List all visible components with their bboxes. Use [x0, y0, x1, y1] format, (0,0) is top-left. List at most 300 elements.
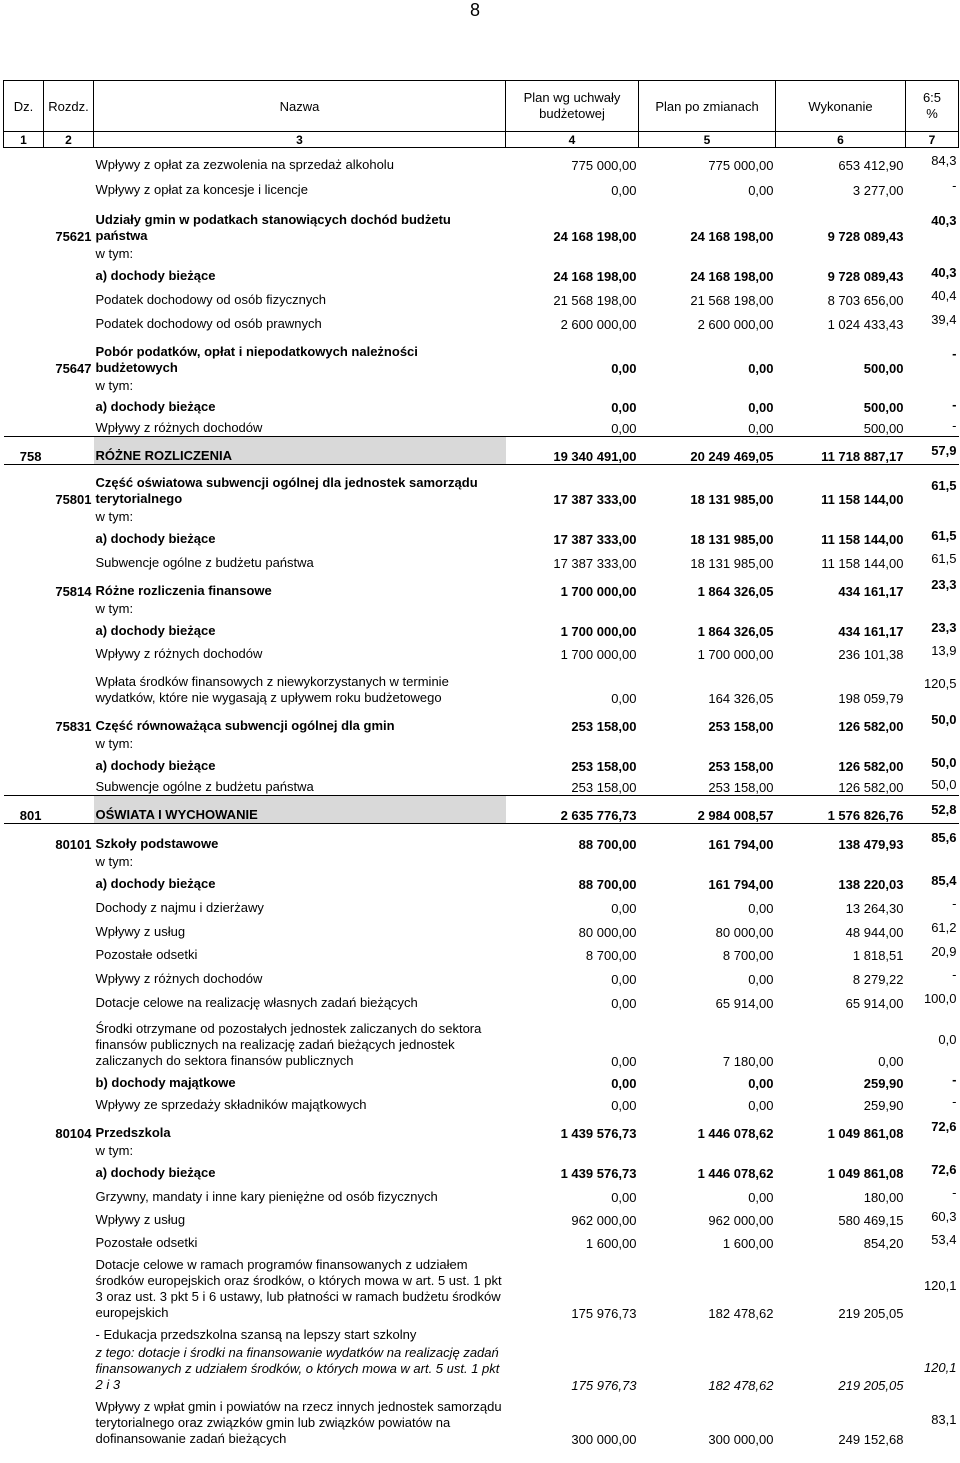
cell-rozdz: 75831: [55, 718, 92, 734]
cell-rozdz: [44, 262, 94, 284]
cell-rozdz: [44, 1159, 94, 1181]
cell-dz: [4, 1393, 44, 1447]
cell-name: Wpływy z usług: [95, 1211, 186, 1227]
cell-percent: 100,0: [923, 991, 957, 1006]
cell-percent: 72,6: [931, 1119, 957, 1134]
cell-plan: 17 387 333,00: [553, 555, 637, 571]
cell-rozdz: [44, 892, 94, 916]
cell-plan-after-changes: 0,00: [748, 399, 774, 415]
cell-execution: 198 059,79: [838, 690, 904, 706]
cell-dz: [4, 1069, 44, 1091]
cell-plan: 1 700 000,00: [560, 583, 637, 599]
cell-plan-after-changes: 18 131 985,00: [690, 555, 774, 571]
cell-percent: 50,0: [931, 755, 957, 770]
cell-execution: 259,90: [863, 1075, 904, 1091]
table-row: [4, 752, 959, 774]
cell-plan-after-changes: 0,00: [748, 1189, 774, 1205]
cell-percent: 85,6: [931, 830, 957, 846]
table-row: [4, 332, 959, 376]
cell-plan-after-changes: [639, 1141, 776, 1159]
cell-plan: 0,00: [611, 690, 637, 706]
cell-execution: [776, 1141, 906, 1159]
cell-plan: 88 700,00: [578, 836, 637, 852]
cell-plan-after-changes: 0,00: [748, 421, 774, 436]
cell-plan: 1 700 000,00: [560, 646, 637, 662]
cell-execution: 1 049 861,08: [827, 1165, 904, 1181]
table-row: [4, 394, 959, 415]
table-row: [4, 571, 959, 599]
table-body: [4, 148, 959, 1447]
table-row: [4, 415, 959, 437]
cell-dz: [4, 1228, 44, 1251]
cell-plan-after-changes: 253 158,00: [708, 758, 774, 774]
cell-name: Pobór podatków, opłat i niepodatkowych należności budżetowych: [95, 343, 418, 375]
cell-plan: 0,00: [611, 1075, 637, 1091]
cell-rozdz: [44, 1393, 94, 1447]
header-num: 5: [639, 132, 776, 148]
cell-percent: 61,5: [931, 528, 957, 543]
cell-execution: 8 703 656,00: [827, 292, 904, 308]
table-row: [4, 198, 959, 244]
cell-rozdz: [44, 284, 94, 308]
table-row: [4, 1343, 959, 1393]
table-row: [4, 892, 959, 916]
cell-percent: 120,1: [923, 1278, 957, 1293]
table-row: [4, 547, 959, 571]
cell-dz: [4, 507, 44, 525]
cell-rozdz: [44, 852, 94, 870]
cell-percent: 120,5: [923, 676, 957, 691]
cell-plan: [506, 376, 639, 394]
cell-rozdz: [44, 394, 94, 415]
table-row: [4, 262, 959, 284]
cell-dz: [4, 706, 44, 734]
header-nazwa: Nazwa: [94, 81, 506, 132]
cell-dz: [4, 1011, 44, 1069]
cell-execution: 9 728 089,43: [827, 228, 904, 244]
cell-dz: [4, 752, 44, 774]
cell-rozdz: [44, 796, 94, 824]
cell-plan-after-changes: 775 000,00: [708, 157, 774, 173]
cell-percent: 85,4: [931, 873, 957, 888]
cell-dz: [4, 173, 44, 198]
header-num: 2: [44, 132, 94, 148]
table-row: [4, 525, 959, 547]
cell-rozdz: [44, 244, 94, 262]
cell-percent: -: [952, 417, 957, 433]
cell-rozdz: [44, 662, 94, 706]
cell-plan: 21 568 198,00: [553, 292, 637, 308]
cell-name: w tym:: [95, 245, 134, 261]
cell-execution: 0,00: [878, 1053, 904, 1069]
cell-name: Dochody z najmu i dzierżawy: [95, 899, 264, 915]
cell-execution: 11 158 144,00: [821, 555, 904, 571]
cell-plan-after-changes: 20 249 469,05: [639, 437, 776, 465]
cell-rozdz: [44, 547, 94, 571]
table-row: [4, 1181, 959, 1205]
cell-execution: 180,00: [863, 1189, 904, 1205]
header-num: 7: [906, 132, 959, 148]
cell-execution: [776, 599, 906, 617]
cell-rozdz: [44, 1069, 94, 1091]
cell-name: RÓŻNE ROZLICZENIA: [94, 437, 506, 465]
cell-name: a) dochody bieżące: [95, 622, 216, 638]
cell-name: Wpływy z opłat za koncesje i licencje: [95, 181, 308, 197]
cell-name: Wpływy z wpłat gmin i powiatów na rzecz innych jednostek samorządu terytorialnego oraz związków gmin lub związków powiatów na dofinansowanie zadań bieżących: [95, 1398, 502, 1446]
cell-percent: -: [952, 1094, 957, 1109]
cell-name: Wpływy ze sprzedaży składników majątkowych: [95, 1096, 367, 1112]
cell-percent: [906, 507, 959, 525]
cell-plan: 0,00: [611, 900, 637, 916]
cell-plan: 0,00: [611, 182, 637, 198]
cell-percent: [906, 1321, 959, 1343]
cell-execution: 1 049 861,08: [827, 1125, 904, 1141]
cell-execution: 8 279,22: [852, 971, 904, 987]
cell-plan-after-changes: 253 158,00: [708, 718, 774, 734]
cell-rozdz: [44, 963, 94, 987]
cell-plan-after-changes: 161 794,00: [708, 836, 774, 852]
cell-plan-after-changes: 253 158,00: [708, 780, 774, 795]
cell-percent: -: [952, 967, 957, 982]
cell-name: w tym:: [95, 377, 134, 393]
cell-rozdz: [44, 1181, 94, 1205]
cell-percent: 40,3: [931, 213, 957, 228]
cell-rozdz: [44, 308, 94, 332]
cell-execution: 1 818,51: [852, 947, 904, 963]
cell-execution: 249 152,68: [838, 1431, 904, 1447]
cell-rozdz: 75647: [55, 360, 92, 376]
table-row: [4, 1069, 959, 1091]
cell-plan-after-changes: 2 600 000,00: [697, 316, 774, 332]
cell-rozdz: 80101: [55, 836, 92, 852]
cell-execution: 9 728 089,43: [827, 268, 904, 284]
cell-dz: [4, 963, 44, 987]
cell-plan-after-changes: 182 478,62: [708, 1305, 774, 1321]
cell-plan-after-changes: 1 446 078,62: [697, 1165, 774, 1181]
cell-plan: 17 387 333,00: [553, 491, 637, 507]
cell-plan: 962 000,00: [571, 1212, 637, 1228]
cell-percent: 50,0: [931, 712, 957, 727]
cell-execution: [776, 376, 906, 394]
cell-rozdz: [44, 437, 94, 465]
cell-plan-after-changes: 1 864 326,05: [697, 583, 774, 599]
cell-plan-after-changes: [639, 376, 776, 394]
cell-plan: 24 168 198,00: [553, 268, 637, 284]
cell-name: Część oświatowa subwencji ogólnej dla jednostek samorządu terytorialnego: [95, 474, 478, 506]
cell-rozdz: [44, 1343, 94, 1393]
cell-percent: 61,5: [931, 478, 957, 494]
cell-percent: [906, 734, 959, 752]
cell-plan-after-changes: [639, 1321, 776, 1343]
cell-execution: 219 205,05: [838, 1377, 904, 1393]
cell-plan: 0,00: [611, 1189, 637, 1205]
header-num: 1: [4, 132, 44, 148]
header-rozdz: Rozdz.: [44, 81, 94, 132]
cell-plan: 17 387 333,00: [553, 531, 637, 547]
cell-percent: 23,3: [931, 620, 957, 635]
cell-plan-after-changes: 1 864 326,05: [697, 623, 774, 639]
cell-rozdz: [44, 1205, 94, 1228]
cell-percent: -: [952, 346, 957, 361]
cell-rozdz: [44, 752, 94, 774]
cell-percent: [906, 376, 959, 394]
cell-rozdz: [44, 987, 94, 1011]
cell-percent: -: [952, 396, 957, 412]
cell-percent: 52,8: [906, 796, 959, 824]
cell-plan-after-changes: 0,00: [748, 360, 774, 376]
cell-plan-after-changes: 0,00: [748, 1075, 774, 1091]
header-plan-uchwaly: Plan wg uchwały budżetowej: [506, 81, 639, 132]
table-row: [4, 173, 959, 198]
cell-rozdz: [44, 525, 94, 547]
cell-name: Dotacje celowe na realizację własnych zadań bieżących: [95, 994, 418, 1010]
cell-dz: [4, 547, 44, 571]
cell-plan-after-changes: 65 914,00: [715, 995, 774, 1011]
table-row: [4, 1159, 959, 1181]
table-row: [4, 1393, 959, 1447]
cell-dz: [4, 774, 44, 796]
header-num: 6: [776, 132, 906, 148]
cell-plan-after-changes: [639, 852, 776, 870]
cell-dz: [4, 332, 44, 376]
cell-execution: 48 944,00: [845, 924, 904, 940]
cell-plan-after-changes: 0,00: [748, 182, 774, 198]
cell-plan-after-changes: 24 168 198,00: [690, 228, 774, 244]
cell-plan-after-changes: 7 180,00: [722, 1053, 774, 1069]
table-row: [4, 465, 959, 507]
cell-rozdz: [44, 599, 94, 617]
cell-name: Podatek dochodowy od osób fizycznych: [95, 291, 327, 307]
cell-dz: [4, 852, 44, 870]
cell-dz: [4, 1181, 44, 1205]
cell-percent: 50,0: [931, 776, 957, 792]
table-row: [4, 1228, 959, 1251]
cell-dz: [4, 662, 44, 706]
cell-percent: 39,4: [931, 312, 957, 327]
cell-dz: [4, 415, 44, 437]
cell-plan-after-changes: 161 794,00: [708, 876, 774, 892]
cell-plan: [506, 507, 639, 525]
cell-percent: 53,4: [931, 1231, 957, 1247]
cell-execution: 138 220,03: [838, 876, 904, 892]
table-row: [4, 376, 959, 394]
cell-plan: 1 600,00: [585, 1235, 637, 1251]
table-row: [4, 824, 959, 852]
cell-execution: [776, 1321, 906, 1343]
table-row: [4, 244, 959, 262]
cell-name: Różne rozliczenia finansowe: [95, 582, 272, 598]
cell-plan: 775 000,00: [571, 157, 637, 173]
cell-plan: 0,00: [611, 1053, 637, 1069]
cell-rozdz: [44, 1141, 94, 1159]
cell-plan: 8 700,00: [585, 947, 637, 963]
cell-percent: [906, 599, 959, 617]
cell-plan: 0,00: [611, 399, 637, 415]
cell-plan-after-changes: [639, 734, 776, 752]
cell-name: w tym:: [95, 600, 134, 616]
cell-percent: 83,1: [931, 1412, 957, 1427]
table-row: [4, 963, 959, 987]
cell-percent: 23,3: [931, 577, 957, 592]
cell-percent: 61,2: [931, 920, 957, 935]
cell-dz: [4, 1113, 44, 1141]
cell-execution: [776, 507, 906, 525]
cell-plan: [506, 734, 639, 752]
cell-plan: 80 000,00: [578, 924, 637, 940]
cell-execution: 653 412,90: [838, 157, 904, 173]
header-num: 4: [506, 132, 639, 148]
cell-plan: 0,00: [611, 995, 637, 1011]
cell-percent: 84,3: [931, 152, 957, 168]
cell-percent: -: [952, 1072, 957, 1087]
cell-name: Pozostałe odsetki: [95, 1234, 198, 1250]
cell-execution: [776, 734, 906, 752]
cell-plan: 0,00: [611, 360, 637, 376]
table-row: [4, 308, 959, 332]
table-row: [4, 870, 959, 892]
page-number: 8: [470, 0, 481, 20]
table-row: [4, 507, 959, 525]
table-row: [4, 1011, 959, 1069]
cell-dz: [4, 465, 44, 507]
table-row: [4, 1091, 959, 1113]
cell-name: Podatek dochodowy od osób prawnych: [95, 315, 322, 331]
table-row: [4, 796, 959, 824]
cell-rozdz: 75814: [55, 583, 92, 599]
cell-plan: 0,00: [611, 1097, 637, 1113]
cell-execution: 500,00: [863, 399, 904, 415]
cell-plan: 19 340 491,00: [506, 437, 639, 465]
cell-name: Szkoły podstawowe: [95, 835, 219, 851]
cell-plan: [506, 244, 639, 262]
cell-rozdz: [44, 507, 94, 525]
cell-plan-after-changes: 18 131 985,00: [690, 531, 774, 547]
cell-plan: 300 000,00: [571, 1431, 637, 1447]
table-row: [4, 148, 959, 173]
cell-percent: 57,9: [906, 437, 959, 465]
cell-name: a) dochody bieżące: [95, 1164, 216, 1180]
table-row: [4, 617, 959, 639]
cell-execution: 11 158 144,00: [821, 491, 904, 507]
cell-execution: 236 101,38: [838, 646, 904, 662]
cell-dz: [4, 892, 44, 916]
cell-dz: [4, 262, 44, 284]
cell-plan: 88 700,00: [578, 876, 637, 892]
cell-name: a) dochody bieżące: [95, 530, 216, 546]
cell-percent: 13,9: [931, 642, 957, 658]
header-dz: Dz.: [4, 81, 44, 132]
cell-plan: 1 439 576,73: [560, 1165, 637, 1181]
cell-execution: 219 205,05: [838, 1305, 904, 1321]
cell-execution: 126 582,00: [838, 780, 904, 795]
cell-rozdz: 75621: [55, 228, 92, 244]
cell-dz: [4, 1205, 44, 1228]
cell-name: b) dochody majątkowe: [95, 1074, 236, 1090]
cell-plan: [506, 1141, 639, 1159]
cell-plan-after-changes: 300 000,00: [708, 1431, 774, 1447]
cell-plan: [506, 1321, 639, 1343]
cell-percent: 120,1: [923, 1360, 957, 1375]
cell-name: a) dochody bieżące: [95, 267, 216, 283]
cell-plan-after-changes: 18 131 985,00: [690, 491, 774, 507]
table-row: [4, 1141, 959, 1159]
cell-percent: -: [952, 1185, 957, 1200]
cell-plan: 253 158,00: [571, 758, 637, 774]
cell-name: w tym:: [95, 735, 134, 751]
cell-plan: 1 700 000,00: [560, 623, 637, 639]
cell-name: Wpływy z różnych dochodów: [95, 970, 263, 986]
cell-plan-after-changes: 1 600,00: [722, 1235, 774, 1251]
cell-dz: [4, 525, 44, 547]
table-header: [4, 81, 959, 148]
cell-dz: [4, 1343, 44, 1393]
cell-rozdz: [44, 148, 94, 173]
cell-plan-after-changes: 2 984 008,57: [639, 796, 776, 824]
cell-execution: 138 479,93: [838, 836, 904, 852]
cell-dz: [4, 284, 44, 308]
cell-execution: 1 024 433,43: [827, 316, 904, 332]
cell-execution: 854,20: [863, 1235, 904, 1251]
cell-plan-after-changes: 24 168 198,00: [690, 268, 774, 284]
cell-dz: [4, 1321, 44, 1343]
cell-plan-after-changes: 1 446 078,62: [697, 1125, 774, 1141]
cell-dz: [4, 1159, 44, 1181]
cell-dz: [4, 987, 44, 1011]
cell-plan-after-changes: 0,00: [748, 1097, 774, 1113]
table-row: [4, 1251, 959, 1321]
cell-plan: 253 158,00: [571, 718, 637, 734]
cell-rozdz: [44, 734, 94, 752]
cell-dz: [4, 734, 44, 752]
cell-name: w tym:: [95, 1142, 134, 1158]
cell-plan-after-changes: 0,00: [748, 900, 774, 916]
cell-dz: [4, 639, 44, 662]
cell-percent: 0,0: [938, 1032, 957, 1047]
header-ratio: 6:5: [922, 90, 942, 105]
cell-dz: [4, 376, 44, 394]
cell-rozdz: [44, 1091, 94, 1113]
cell-rozdz: 80104: [55, 1125, 92, 1141]
cell-rozdz: [44, 1251, 94, 1321]
cell-execution: 11 158 144,00: [821, 531, 904, 547]
table-row: [4, 916, 959, 940]
cell-dz: [4, 599, 44, 617]
cell-dz: 758: [4, 437, 44, 465]
cell-name: Subwencje ogólne z budżetu państwa: [95, 554, 314, 570]
cell-name: Wpływy z opłat za zezwolenia na sprzedaż alkoholu: [95, 156, 394, 172]
cell-plan: 2 635 776,73: [506, 796, 639, 824]
cell-name: Przedszkola: [95, 1124, 171, 1140]
cell-plan: [506, 852, 639, 870]
cell-percent: -: [952, 896, 957, 911]
cell-percent: [906, 244, 959, 262]
cell-name: Wpłata środków finansowych z niewykorzystanych w terminie wydatków, które nie wygasają z upływem roku budżetowego: [95, 673, 449, 705]
cell-plan-after-changes: 1 700 000,00: [697, 646, 774, 662]
cell-plan-after-changes: [639, 244, 776, 262]
cell-plan: 175 976,73: [571, 1377, 637, 1393]
cell-rozdz: [44, 916, 94, 940]
cell-dz: [4, 1141, 44, 1159]
cell-rozdz: 75801: [55, 491, 92, 507]
cell-rozdz: [44, 1228, 94, 1251]
cell-rozdz: [44, 376, 94, 394]
cell-execution: 580 469,15: [838, 1212, 904, 1228]
cell-rozdz: [44, 1011, 94, 1069]
table-row: [4, 1113, 959, 1141]
cell-execution: 500,00: [863, 360, 904, 376]
cell-name: Subwencje ogólne z budżetu państwa: [95, 779, 314, 794]
cell-name: Wpływy z różnych dochodów: [95, 645, 263, 661]
